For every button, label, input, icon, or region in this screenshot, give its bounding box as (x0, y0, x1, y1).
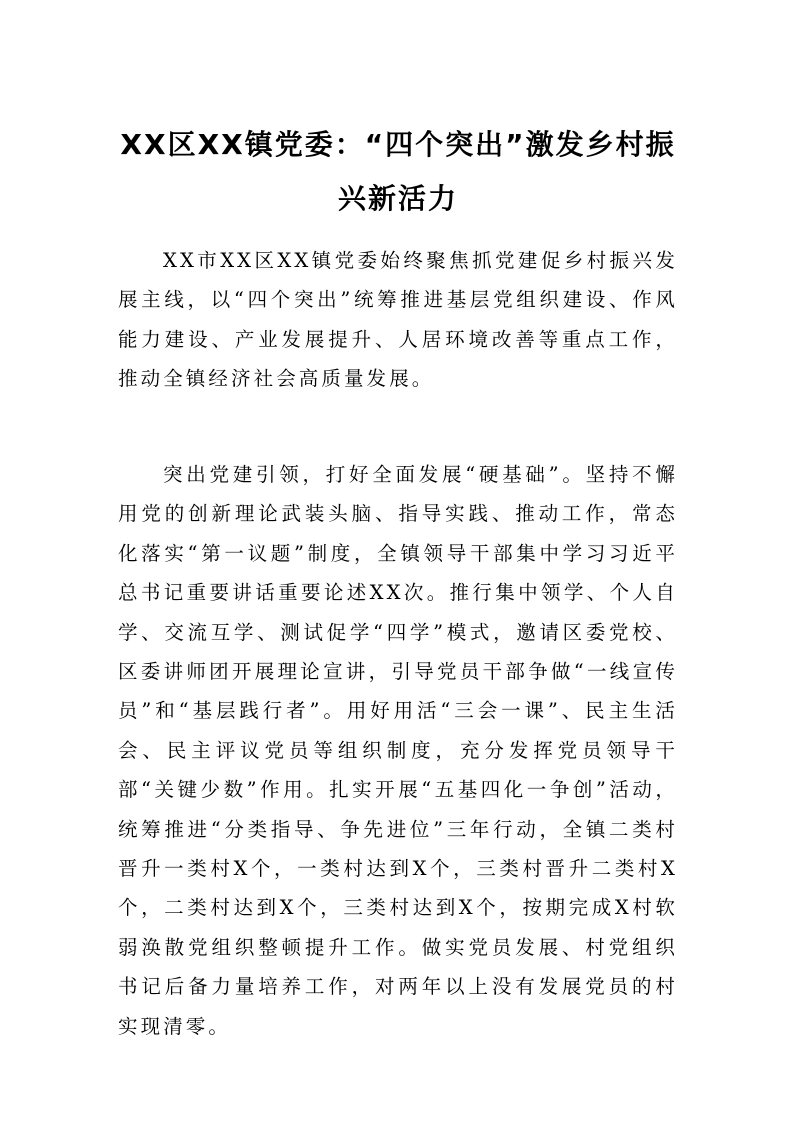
paragraph-intro: XX市XX区XX镇党委始终聚焦抓党建促乡村振兴发展主线，以“四个突出”统筹推进基层党组织建设、作风能力建设、产业发展提升、人居环境改善等重点工作，推动全镇经济社会高质量发展。 (118, 249, 678, 391)
document-title: XX区XX镇党委：“四个突出”激发乡村振兴新活力 (120, 128, 676, 215)
paragraph-party-leadership: 突出党建引领，打好全面发展“硬基础”。坚持不懈用党的创新理论武装头脑、指导实践、推动工作，常态化落实“第一议题”制度，全镇领导干部集中学习习近平总书记重要讲话重要论述XX次。推行集中领学、个人自学、交流互学、测试促学“四学”模式，邀请区委党校、区委讲师团开展理论宣讲，引导党员干部争做“一线宣传员”和“基层践行者”。用好用活“三会一课”、民主生活会、民主评议党员等组织制度，充分发挥党员领导干部“关键少数”作用。扎实开展“五基四化一争创”活动，统筹推进“分类指导、争先进位”三年行动，全镇二类村晋升一类村X个，一类村达到X个，三类村晋升二类村X个，二类村达到X个，三类村达到X个，按期完成X村软弱涣散党组织整顿提升工作。做实党员发展、村党组织书记后备力量培养工作，对两年以上没有发展党员的村实现清零。 (118, 463, 678, 1038)
